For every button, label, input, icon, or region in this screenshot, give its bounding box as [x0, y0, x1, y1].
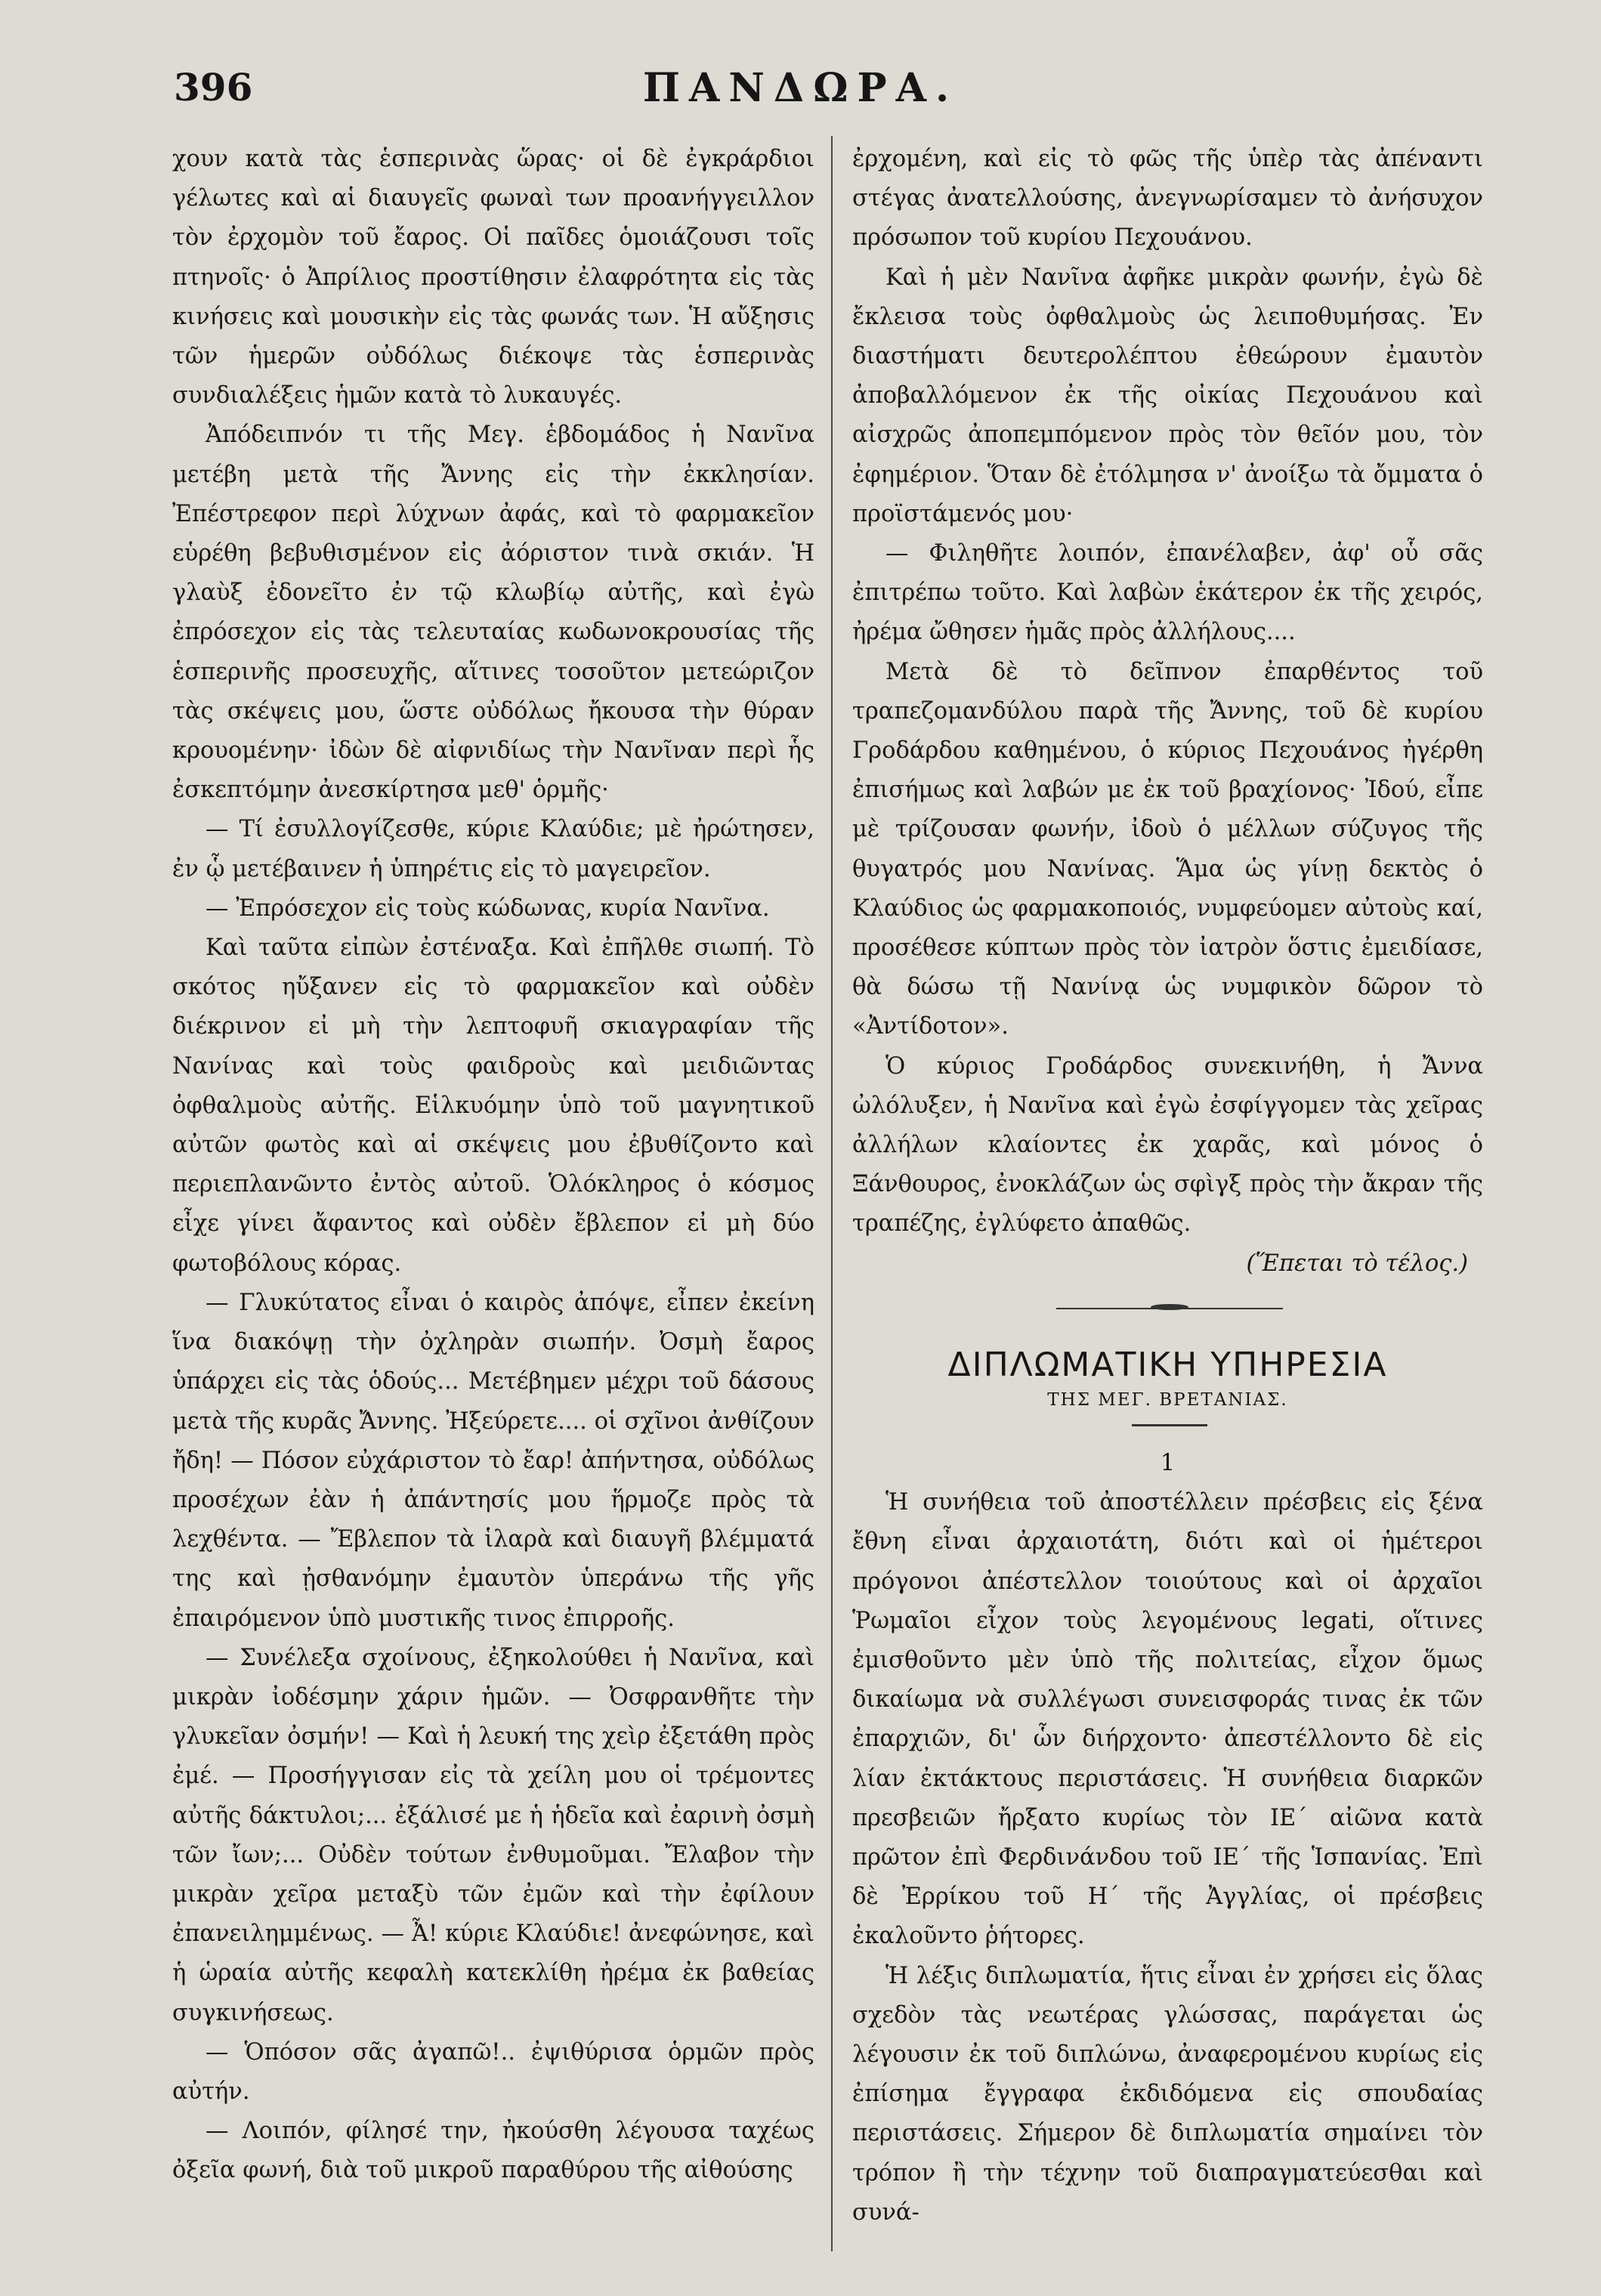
small-rule — [852, 1418, 1483, 1433]
paragraph: Ἡ συνήθεια τοῦ ἀποστέλλειν πρέσβεις εἰς ξένα ἔθνη εἶναι ἀρχαιοτάτη, διότι καὶ οἱ ἡμέτεροι πρόγονοι ἀπέστελλον τοιούτους καὶ οἱ ἀρχαῖοι Ῥωμαῖοι εἶχον τοὺς λεγομένους legati, οἵτινες ἐμισθοῦντο μὲν ὑπὸ τῆς πολιτείας, εἶχον ὅμως δικαίωμα νὰ συλλέγωσι συνεισφοράς τινας ἐκ τῶν ἐπαρχιῶν, δι' ὧν διήρχοντο· ἀπεστέλλοντο δὲ εἰς λίαν ἐκτάκτους περιστάσεις. Ἡ συνήθεια διαρκῶν πρεσβειῶν ἤρξατο κυρίως τὸν ΙΕ΄ αἰῶνα κατὰ πρῶτον ἐπὶ Φερδινάνδου τοῦ ΙΕ΄ τῆς Ἱσπανίας. Ἐπὶ δὲ Ἐρρίκου τοῦ Η΄ τῆς Ἀγγλίας, οἱ πρέσβεις ἐκαλοῦντο ῥήτορες. — [852, 1489, 1483, 1950]
paragraph: — Τί ἐσυλλογίζεσθε, κύριε Κλαύδιε; μὲ ἠρώτησεν, ἐν ᾧ μετέβαινεν ἡ ὑπηρέτις εἰς τὸ μαγειρεῖον. — [172, 816, 814, 882]
paragraph: — Φιληθῆτε λοιπόν, ἐπανέλαβεν, ἀφ' οὗ σᾶς ἐπιτρέπω τοῦτο. Καὶ λαβὼν ἑκάτερον ἐκ τῆς χειρός, ἠρέμα ὤθησεν ἡμᾶς πρὸς ἀλλήλους.... — [852, 540, 1483, 646]
right-column — [852, 140, 1483, 2233]
paragraph: — Λοιπόν, φίλησέ την, ἠκούσθη λέγουσα ταχέως ὀξεῖα φωνή, διὰ τοῦ μικροῦ παραθύρου τῆς αἰθούσης — [172, 2118, 814, 2184]
section-title: ΔΙΠΛΩΜΑΤΙΚΗ ΥΠΗΡΕΣΙΑ — [947, 1345, 1388, 1384]
to-be-continued-note: (Ἕπεται τὸ τέλος.) — [1246, 1250, 1468, 1277]
paragraph: — Ἐπρόσεχον εἰς τοὺς κώδωνας, κυρία Νανῖνα. — [206, 895, 770, 922]
paragraph: Ἀπόδειπνόν τι τῆς Μεγ. ἑβδομάδος ἡ Νανῖνα μετέβη μετὰ τῆς Ἄννης εἰς τὴν ἐκκλησίαν. Ἐπέστρεφον περὶ λύχνων ἀφάς, καὶ τὸ φαρμακεῖον εὑρέθη βεβυθισμένον εἰς ἀόριστον τινὰ σκιάν. Ἡ γλαὺξ ἐδονεῖτο ἐν τῷ κλωβίῳ αὐτῆς, καὶ ἐγὼ ἐπρόσεχον εἰς τὰς τελευταίας κωδωνοκρουσίας τῆς ἑσπερινῆς προσευχῆς, αἵτινες τοσοῦτον μετεώριζον τὰς σκέψεις μου, ὥστε οὐδόλως ἤκουσα τὴν θύραν κρουομένην· ἰδὼν δὲ αἰφνιδίως τὴν Νανῖναν περὶ ἧς ἐσκεπτόμην ἀνεσκίρτησα μεθ' ὁρμῆς· — [172, 422, 814, 804]
section-ornament — [852, 1299, 1483, 1318]
page-number: 396 — [174, 65, 253, 110]
page-header — [0, 59, 1601, 127]
paragraph: Ὁ κύριος Γροδάρδος συνεκινήθη, ἡ Ἄννα ὠλόλυξεν, ἡ Νανῖνα καὶ ἐγὼ ἐσφίγγομεν τὰς χεῖρας ἀλλήλων κλαίοντες ἐκ χαρᾶς, καὶ μόνος ὁ Ξάνθουρος, ἐνοκλάζων ὡς σφὶγξ πρὸς τὴν ἄκραν τῆς τραπέζης, ἐγλύφετο ἀπαθῶς. — [852, 1052, 1483, 1238]
paragraph: χουν κατὰ τὰς ἑσπερινὰς ὥρας· οἱ δὲ ἐγκράρδιοι γέλωτες καὶ αἱ διαυγεῖς φωναὶ των προανήγγειλλον τὸν ἐρχομὸν τοῦ ἔαρος. Οἱ παῖδες ὁμοιάζουσι τοῖς πτηνοῖς· ὁ Ἀπρίλιος προστίθησιν ἐλαφρότητα εἰς τὰς κινήσεις καὶ μουσικὴν εἰς τὰς φωνάς των. Ἡ αὔξησις τῶν ἡμερῶν οὐδόλως διέκοψε τὰς ἑσπερινὰς συνδιαλέξεις ἡμῶν κατὰ τὸ λυκαυγές. — [172, 146, 814, 409]
paragraph: Μετὰ δὲ τὸ δεῖπνον ἐπαρθέντος τοῦ τραπεζομανδύλου παρὰ τῆς Ἄννης, τοῦ δὲ κυρίου Γροδάρδου καθημένου, ὁ κύριος Πεχουάνος ἠγέρθη ἐπισήμως καὶ λαβών με ἐκ τοῦ βραχίονος· Ἰδού, εἶπε μὲ τρίζουσαν φωνήν, ἰδοὺ ὁ μέλλων σύζυγος τῆς θυγατρός μου Νανίνας. Ἅμα ὡς γίνῃ δεκτὸς ὁ Κλαύδιος ὡς φαρμακοποιός, νυμφεύομεν αὐτοὺς καί, προσέθεσε κύπτων πρὸς τὸν ἰατρὸν ὅστις ἐμειδίασε, θὰ δώσω τῇ Νανίνᾳ ὡς νυμφικὸν δῶρον τὸ «Ἀντίδοτον». — [852, 658, 1483, 1040]
paragraph: — Γλυκύτατος εἶναι ὁ καιρὸς ἀπόψε, εἶπεν ἐκείνη ἵνα διακόψῃ τὴν ὀχληρὰν σιωπήν. Ὀσμὴ ἔαρος ὑπάρχει εἰς τὰς ὁδούς... Μετέβημεν μέχρι τοῦ δάσους μετὰ τῆς κυρᾶς Ἄννης. Ἠξεύρετε.... οἱ σχῖνοι ἀνθίζουν ἤδη! — Πόσον εὐχάριστον τὸ ἔαρ! ἀπήντησα, οὐδόλως προσέχων ἐὰν ἡ ἀπάντησίς μου ἥρμοζε πρὸς τὰ λεχθέντα. — Ἔβλεπον τὰ ἱλαρὰ καὶ διαυγῆ βλέμματά της καὶ ᾐσθανόμην ἐμαυτὸν ὑπεράνω τῆς γῆς ἐπαιρόμενον ὑπὸ μυστικῆς τινος ἐπιρροῆς. — [172, 1289, 814, 1632]
paragraph: Ἡ λέξις διπλωματία, ἥτις εἶναι ἐν χρήσει εἰς ὅλας σχεδὸν τὰς νεωτέρας γλώσσας, παράγεται ὡς λέγουσιν ἐκ τοῦ διπλώνω, ἀναφερομένου κυρίως εἰς ἐπίσημα ἔγγραφα ἐκδιδόμενα εἰς σπουδαίας περιστάσεις. Σήμερον δὲ διπλωματία σημαίνει τὸν τρόπον ἢ τὴν τέχνην τοῦ διαπραγματεύεσθαι καὶ συνά- — [852, 1962, 1483, 2226]
paragraph: — Ὁπόσον σᾶς ἀγαπῶ!.. ἐψιθύρισα ὁρμῶν πρὸς αὐτήν. — [172, 2038, 814, 2105]
paragraph: Καὶ ἡ μὲν Νανῖνα ἀφῆκε μικρὰν φωνήν, ἐγὼ δὲ ἔκλεισα τοὺς ὀφθαλμοὺς ὡς λειποθυμήσας. Ἐν διαστήματι δευτερολέπτου ἐθεώρουν ἐμαυτὸν ἀποβαλλόμενον ἐκ τῆς οἰκίας Πεχουάνου καὶ αἰσχρῶς ἀποπεμπόμενον πρὸς τὸν θεῖόν μου, τὸν ἐφημέριον. Ὅταν δὲ ἐτόλμησα ν' ἀνοίξω τὰ ὄμματα ὁ προϊστάμενός μου· — [852, 264, 1483, 527]
paragraph: ἐρχομένη, καὶ εἰς τὸ φῶς τῆς ὑπὲρ τὰς ἀπέναντι στέγας ἀνατελλούσης, ἀνεγνωρίσαμεν τὸ ἀνήσυχον πρόσωπον τοῦ κυρίου Πεχουάνου. — [852, 146, 1483, 252]
paragraph: Καὶ ταῦτα εἰπὼν ἐστέναξα. Καὶ ἐπῆλθε σιωπή. Τὸ σκότος ηὔξανεν εἰς τὸ φαρμακεῖον καὶ οὐδὲν διέκρινον εἰ μὴ τὴν λεπτοφυῆ σκιαγραφίαν τῆς Νανίνας καὶ τοὺς φαιδροὺς καὶ μειδιῶντας ὀφθαλμοὺς αὐτῆς. Εἱλκυόμην ὑπὸ τοῦ μαγνητικοῦ αὐτῶν φωτὸς καὶ αἱ σκέψεις μου ἐβυθίζοντο καὶ περιεπλανῶντο ἐντὸς αὐτοῦ. Ὁλόκληρος ὁ κόσμος εἶχε γίνει ἄφαντος καὶ οὐδὲν ἔβλεπον εἰ μὴ δύο φωτοβόλους κόρας. — [172, 935, 814, 1277]
left-column — [172, 140, 814, 2191]
section-subtitle: ΤΗΣ ΜΕΓ. ΒΡΕΤΑΝΙΑΣ. — [1047, 1389, 1288, 1410]
column-divider — [831, 136, 833, 2251]
section-number: 1 — [1160, 1449, 1176, 1476]
paragraph: — Συνέλεξα σχοίνους, ἐξηκολούθει ἡ Νανῖνα, καὶ μικρὰν ἰοδέσμην χάριν ἡμῶν. — Ὀσφρανθῆτε τὴν γλυκεῖαν ὀσμήν! — Καὶ ἡ λευκή της χεὶρ ἐξετάθη πρὸς ἐμέ. — Προσήγγισαν εἰς τὰ χείλη μου οἱ τρέμοντες αὐτῆς δάκτυλοι;... ἐξάλισέ με ἡ ἡδεῖα καὶ ἐαρινὴ ὀσμὴ τῶν ἴων;... Οὐδὲν τούτων ἐνθυμοῦμαι. Ἔλαβον τὴν μικρὰν χεῖρα μεταξὺ τῶν ἐμῶν καὶ τὴν ἐφίλουν ἐπανειλημμένως. — Ἆ! κύριε Κλαύδιε! ἀνεφώνησε, καὶ ἡ ὡραία αὐτῆς κεφαλὴ κατεκλίθη ἠρέμα ἐκ βαθείας συγκινήσεως. — [172, 1644, 814, 2026]
running-head: ΠΑΝΔΩΡΑ. — [642, 65, 959, 111]
